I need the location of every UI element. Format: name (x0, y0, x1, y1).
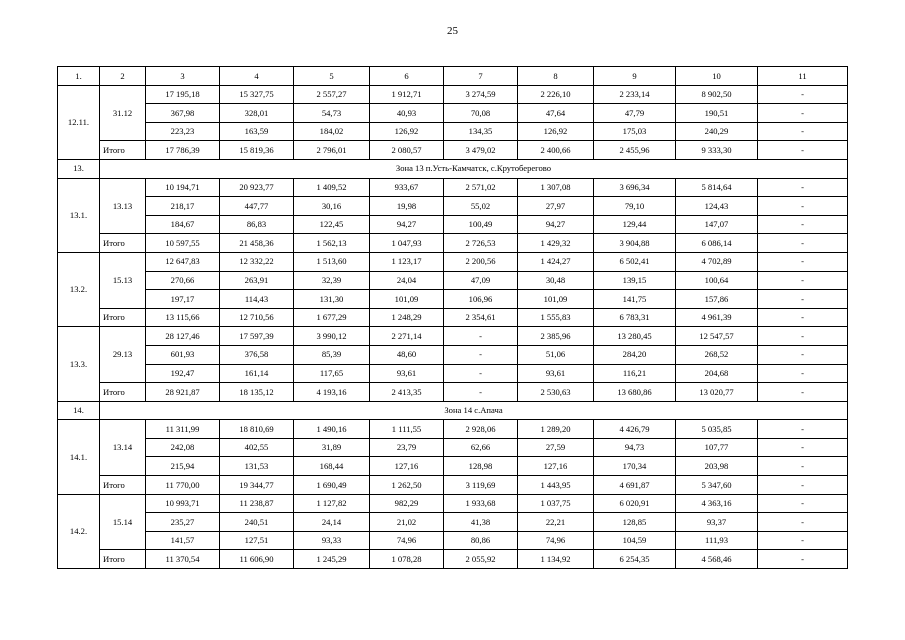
total-cell: 3 904,88 (594, 234, 676, 253)
table-cell: 124,43 (676, 197, 758, 216)
total-cell: 18 135,12 (220, 383, 294, 402)
table-cell: 203,98 (676, 457, 758, 476)
tariff-table (57, 66, 848, 569)
total-cell: - (758, 383, 848, 402)
column-header: 6 (370, 67, 444, 86)
total-label: Итого (100, 550, 146, 569)
table-cell: 47,79 (594, 104, 676, 123)
table-cell: 28 127,46 (146, 327, 220, 346)
table-cell: 1 127,82 (294, 494, 370, 513)
table-cell: - (758, 327, 848, 346)
total-cell: 1 690,49 (294, 476, 370, 495)
total-cell: 2 413,35 (370, 383, 444, 402)
table-cell: - (758, 104, 848, 123)
table-cell: 17 597,39 (220, 327, 294, 346)
column-header: 8 (518, 67, 594, 86)
table-row (58, 420, 848, 439)
table-cell: 32,39 (294, 271, 370, 290)
total-cell: 19 344,77 (220, 476, 294, 495)
table-cell: 190,51 (676, 104, 758, 123)
table-cell: 2 233,14 (594, 85, 676, 104)
group-code: 13.14 (100, 420, 146, 476)
table-cell: 601,93 (146, 345, 220, 364)
table-cell: 12 547,57 (676, 327, 758, 346)
table-row (58, 197, 848, 216)
table-row (58, 364, 848, 383)
zone-number: 13. (58, 159, 100, 178)
table-cell: 94,73 (594, 438, 676, 457)
table-cell: 101,09 (370, 290, 444, 309)
table-cell: 12 647,83 (146, 252, 220, 271)
table-row (58, 531, 848, 550)
table-cell: 40,93 (370, 104, 444, 123)
total-cell: 5 347,60 (676, 476, 758, 495)
total-cell: 13 680,86 (594, 383, 676, 402)
table-cell: 1 307,08 (518, 178, 594, 197)
table-cell: - (758, 271, 848, 290)
page-number: 25 (447, 25, 458, 37)
table-cell: 48,60 (370, 345, 444, 364)
table-cell: - (444, 364, 518, 383)
table-cell: 70,08 (444, 104, 518, 123)
table-cell: 51,06 (518, 345, 594, 364)
table-cell: 54,73 (294, 104, 370, 123)
table-cell: 31,89 (294, 438, 370, 457)
table-cell: 4 702,89 (676, 252, 758, 271)
table-cell: 11 311,99 (146, 420, 220, 439)
table-cell: 2 271,14 (370, 327, 444, 346)
table-cell: 3 990,12 (294, 327, 370, 346)
group-number: 13.1. (58, 178, 100, 252)
table-cell: 1 123,17 (370, 252, 444, 271)
group-code: 13.13 (100, 178, 146, 234)
table-cell: 100,49 (444, 215, 518, 234)
table-cell: 184,02 (294, 122, 370, 141)
total-cell: 9 333,30 (676, 141, 758, 160)
total-cell: 4 691,87 (594, 476, 676, 495)
total-cell: 6 783,31 (594, 308, 676, 327)
total-cell: 2 055,92 (444, 550, 518, 569)
table-cell: 223,23 (146, 122, 220, 141)
table-cell: 114,43 (220, 290, 294, 309)
table-cell: 12 332,22 (220, 252, 294, 271)
table-cell: 147,07 (676, 215, 758, 234)
table-cell: 93,61 (518, 364, 594, 383)
table-cell: 131,30 (294, 290, 370, 309)
table-row (58, 290, 848, 309)
total-label: Итого (100, 234, 146, 253)
total-label: Итого (100, 308, 146, 327)
column-header: 7 (444, 67, 518, 86)
table-cell: - (758, 438, 848, 457)
total-row (58, 141, 848, 160)
table-cell: 447,77 (220, 197, 294, 216)
group-number: 14.1. (58, 420, 100, 494)
total-cell: 1 245,29 (294, 550, 370, 569)
zone-number: 14. (58, 401, 100, 420)
total-cell: 2 400,66 (518, 141, 594, 160)
table-cell: 141,75 (594, 290, 676, 309)
table-cell: 131,53 (220, 457, 294, 476)
total-cell: 2 354,61 (444, 308, 518, 327)
table-cell: 27,97 (518, 197, 594, 216)
table-cell: 55,02 (444, 197, 518, 216)
table-cell: 93,33 (294, 531, 370, 550)
total-cell: 13 020,77 (676, 383, 758, 402)
table-cell: - (758, 345, 848, 364)
table-row (58, 178, 848, 197)
table-cell: 93,61 (370, 364, 444, 383)
table-cell: 161,14 (220, 364, 294, 383)
table-row (58, 252, 848, 271)
table-row (58, 122, 848, 141)
table-cell: 111,93 (676, 531, 758, 550)
table-cell: 263,91 (220, 271, 294, 290)
group-number: 13.3. (58, 327, 100, 401)
table-cell: 284,20 (594, 345, 676, 364)
table-cell: 126,92 (518, 122, 594, 141)
table-cell: - (444, 345, 518, 364)
table-cell: 127,51 (220, 531, 294, 550)
column-header: 9 (594, 67, 676, 86)
total-cell: 10 597,55 (146, 234, 220, 253)
table-cell: 127,16 (518, 457, 594, 476)
total-row (58, 550, 848, 569)
group-code: 29.13 (100, 327, 146, 383)
table-cell: 402,55 (220, 438, 294, 457)
table-cell: - (758, 122, 848, 141)
total-cell: 2 080,57 (370, 141, 444, 160)
table-cell: 129,44 (594, 215, 676, 234)
table-cell: 2 557,27 (294, 85, 370, 104)
table-cell: - (758, 513, 848, 532)
total-cell: 15 819,36 (220, 141, 294, 160)
table-cell: 170,34 (594, 457, 676, 476)
total-label: Итого (100, 141, 146, 160)
table-cell: - (758, 290, 848, 309)
table-cell: 10 993,71 (146, 494, 220, 513)
table-cell: 2 385,96 (518, 327, 594, 346)
table-cell: 127,16 (370, 457, 444, 476)
table-cell: 184,67 (146, 215, 220, 234)
table-cell: 74,96 (370, 531, 444, 550)
total-cell: - (444, 383, 518, 402)
table-row (58, 85, 848, 104)
total-cell: 28 921,87 (146, 383, 220, 402)
total-cell: 4 193,16 (294, 383, 370, 402)
table-cell: 47,64 (518, 104, 594, 123)
total-label: Итого (100, 476, 146, 495)
total-cell: 1 134,92 (518, 550, 594, 569)
total-cell: 11 606,90 (220, 550, 294, 569)
table-cell: 100,64 (676, 271, 758, 290)
column-header: 11 (758, 67, 848, 86)
table-row (58, 494, 848, 513)
table-row (58, 513, 848, 532)
table-cell: 1 289,20 (518, 420, 594, 439)
table-cell: 15 327,75 (220, 85, 294, 104)
table-cell: 30,48 (518, 271, 594, 290)
table-cell: 5 814,64 (676, 178, 758, 197)
total-cell: 4 568,46 (676, 550, 758, 569)
table-cell: 1 513,60 (294, 252, 370, 271)
table-cell: 20 923,77 (220, 178, 294, 197)
total-cell: 13 115,66 (146, 308, 220, 327)
table-cell: 21,02 (370, 513, 444, 532)
zone-title: Зона 14 с.Апача (100, 401, 848, 420)
table-cell: 1 933,68 (444, 494, 518, 513)
group-number: 14.2. (58, 494, 100, 568)
table-cell: 24,14 (294, 513, 370, 532)
table-cell: 1 912,71 (370, 85, 444, 104)
table-cell: - (758, 178, 848, 197)
table-cell: 218,17 (146, 197, 220, 216)
table-cell: 19,98 (370, 197, 444, 216)
total-cell: - (758, 476, 848, 495)
table-cell: 139,15 (594, 271, 676, 290)
zone-title: Зона 13 п.Усть-Камчатск, с.Крутоберегово (100, 159, 848, 178)
table-cell: 47,09 (444, 271, 518, 290)
table-cell: 1 111,55 (370, 420, 444, 439)
table-row (58, 104, 848, 123)
table-cell: - (758, 457, 848, 476)
table-cell: 10 194,71 (146, 178, 220, 197)
table-row (58, 215, 848, 234)
table-cell: 128,98 (444, 457, 518, 476)
table-row (58, 271, 848, 290)
table-cell: 93,37 (676, 513, 758, 532)
total-cell: 11 770,00 (146, 476, 220, 495)
table-cell: 141,57 (146, 531, 220, 550)
table-cell: 240,29 (676, 122, 758, 141)
table-cell: 242,08 (146, 438, 220, 457)
table-cell: 3 274,59 (444, 85, 518, 104)
total-cell: 2 796,01 (294, 141, 370, 160)
table-cell: 982,29 (370, 494, 444, 513)
table-cell: 17 195,18 (146, 85, 220, 104)
group-code: 15.14 (100, 494, 146, 550)
table-row (58, 438, 848, 457)
table-cell: 79,10 (594, 197, 676, 216)
table-cell: 4 363,16 (676, 494, 758, 513)
total-row (58, 308, 848, 327)
table-cell: 6 502,41 (594, 252, 676, 271)
table-cell: 4 426,79 (594, 420, 676, 439)
table-cell: 94,27 (370, 215, 444, 234)
table-cell: 101,09 (518, 290, 594, 309)
total-label: Итого (100, 383, 146, 402)
header-row (58, 67, 848, 86)
table-cell: - (758, 531, 848, 550)
table-cell: 215,94 (146, 457, 220, 476)
total-cell: 11 370,54 (146, 550, 220, 569)
table-row (58, 345, 848, 364)
group-number: 13.2. (58, 252, 100, 326)
table-cell: 268,52 (676, 345, 758, 364)
table-cell: 163,59 (220, 122, 294, 141)
table-cell: - (758, 252, 848, 271)
column-header: 3 (146, 67, 220, 86)
total-cell: 1 677,29 (294, 308, 370, 327)
table-cell: 2 200,56 (444, 252, 518, 271)
total-cell: - (758, 141, 848, 160)
table-cell: - (758, 215, 848, 234)
table-cell: - (444, 327, 518, 346)
table-cell: 22,21 (518, 513, 594, 532)
table-cell: 74,96 (518, 531, 594, 550)
zone-row (58, 401, 848, 420)
group-code: 31.12 (100, 85, 146, 141)
total-cell: 6 254,35 (594, 550, 676, 569)
column-header: 4 (220, 67, 294, 86)
table-cell: 1 424,27 (518, 252, 594, 271)
table-cell: 933,67 (370, 178, 444, 197)
table-cell: 240,51 (220, 513, 294, 532)
table-cell: 134,35 (444, 122, 518, 141)
table-cell: 197,17 (146, 290, 220, 309)
total-cell: 12 710,56 (220, 308, 294, 327)
table-cell: 168,44 (294, 457, 370, 476)
total-cell: 2 530,63 (518, 383, 594, 402)
table-cell: 122,45 (294, 215, 370, 234)
table-cell: 104,59 (594, 531, 676, 550)
table-cell: 5 035,85 (676, 420, 758, 439)
table-cell: 270,66 (146, 271, 220, 290)
table-cell: 117,65 (294, 364, 370, 383)
table-cell: 1 409,52 (294, 178, 370, 197)
column-header: 1. (58, 67, 100, 86)
column-header: 5 (294, 67, 370, 86)
total-cell: 1 555,83 (518, 308, 594, 327)
table-cell: 157,86 (676, 290, 758, 309)
table-cell: 13 280,45 (594, 327, 676, 346)
total-cell: 3 119,69 (444, 476, 518, 495)
table-cell: 328,01 (220, 104, 294, 123)
table-cell: 23,79 (370, 438, 444, 457)
table-cell: 107,77 (676, 438, 758, 457)
total-cell: 1 248,29 (370, 308, 444, 327)
table-cell: 41,38 (444, 513, 518, 532)
table-cell: 11 238,87 (220, 494, 294, 513)
group-code: 15.13 (100, 252, 146, 308)
total-cell: - (758, 308, 848, 327)
table-cell: 62,66 (444, 438, 518, 457)
table-cell: 376,58 (220, 345, 294, 364)
total-cell: 1 047,93 (370, 234, 444, 253)
table-cell: 85,39 (294, 345, 370, 364)
table-cell: 18 810,69 (220, 420, 294, 439)
total-cell: 6 086,14 (676, 234, 758, 253)
total-cell: 4 961,39 (676, 308, 758, 327)
column-header: 10 (676, 67, 758, 86)
table-cell: - (758, 420, 848, 439)
table-cell: 128,85 (594, 513, 676, 532)
table-cell: 106,96 (444, 290, 518, 309)
total-cell: 2 455,96 (594, 141, 676, 160)
table-cell: 3 696,34 (594, 178, 676, 197)
total-row (58, 476, 848, 495)
table-cell: 1 490,16 (294, 420, 370, 439)
total-cell: 1 262,50 (370, 476, 444, 495)
table-cell: - (758, 197, 848, 216)
table-cell: 94,27 (518, 215, 594, 234)
total-cell: 2 726,53 (444, 234, 518, 253)
table-cell: - (758, 85, 848, 104)
total-row (58, 383, 848, 402)
table-cell: 30,16 (294, 197, 370, 216)
table-cell: 204,68 (676, 364, 758, 383)
total-cell: - (758, 234, 848, 253)
total-cell: 1 429,32 (518, 234, 594, 253)
total-row (58, 234, 848, 253)
table-cell: 2 571,02 (444, 178, 518, 197)
table-cell: 192,47 (146, 364, 220, 383)
table-cell: 2 928,06 (444, 420, 518, 439)
total-cell: 1 443,95 (518, 476, 594, 495)
table-cell: 8 902,50 (676, 85, 758, 104)
column-header: 2 (100, 67, 146, 86)
table-cell: 126,92 (370, 122, 444, 141)
total-cell: 1 562,13 (294, 234, 370, 253)
table-cell: 27,59 (518, 438, 594, 457)
total-cell: 17 786,39 (146, 141, 220, 160)
table-cell: 24,04 (370, 271, 444, 290)
table-cell: 116,21 (594, 364, 676, 383)
table-cell: 367,98 (146, 104, 220, 123)
total-cell: 3 479,02 (444, 141, 518, 160)
total-cell: 21 458,36 (220, 234, 294, 253)
group-number: 12.11. (58, 85, 100, 159)
table-row (58, 327, 848, 346)
table-cell: 175,03 (594, 122, 676, 141)
table-cell: 80,86 (444, 531, 518, 550)
table-cell: - (758, 364, 848, 383)
table-cell: 86,83 (220, 215, 294, 234)
table-cell: 2 226,10 (518, 85, 594, 104)
table-cell: 6 020,91 (594, 494, 676, 513)
total-cell: - (758, 550, 848, 569)
total-cell: 1 078,28 (370, 550, 444, 569)
table-cell: 235,27 (146, 513, 220, 532)
table-row (58, 457, 848, 476)
table-cell: 1 037,75 (518, 494, 594, 513)
table-cell: - (758, 494, 848, 513)
zone-row (58, 159, 848, 178)
